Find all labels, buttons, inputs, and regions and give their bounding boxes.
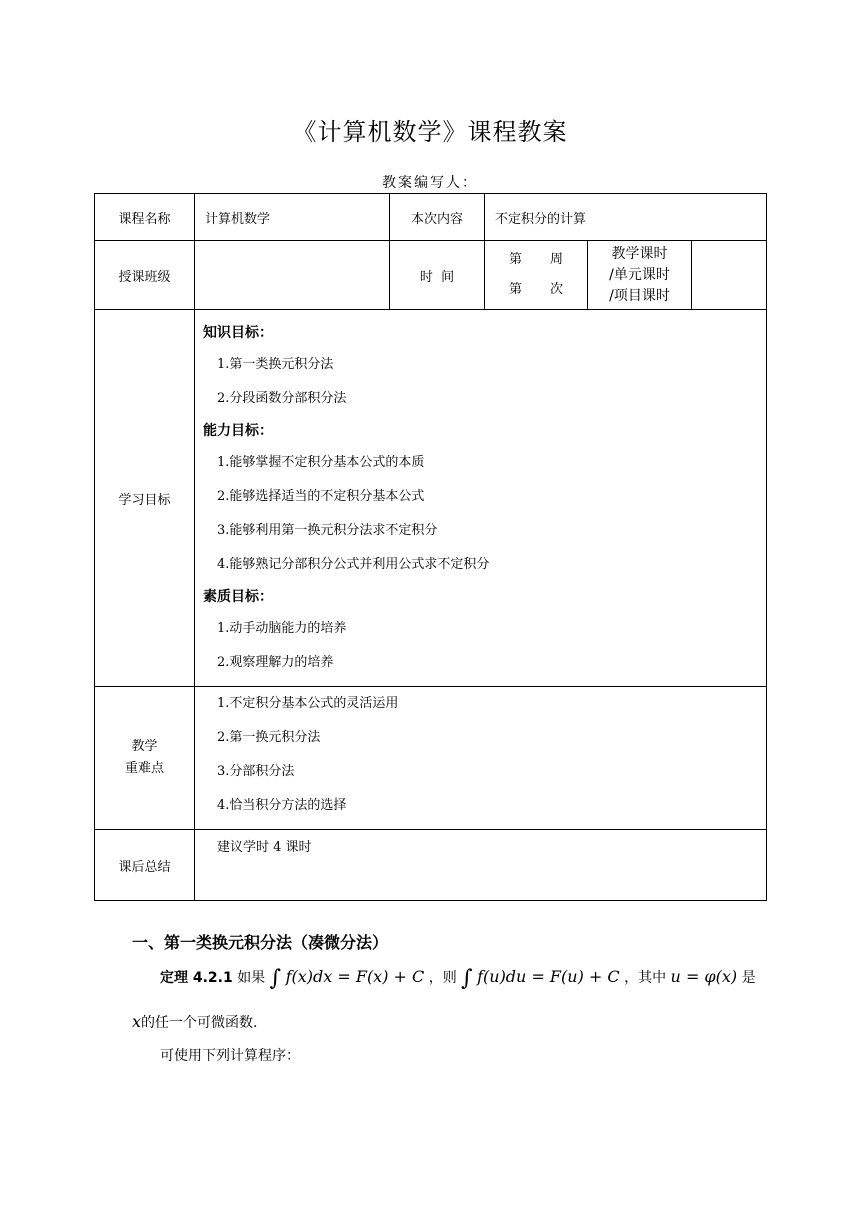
week-times-cell: [485, 241, 588, 310]
week-suffix: 周: [550, 252, 564, 267]
knowledge-goals-heading: 知识目标：: [203, 325, 273, 341]
theorem-label: 定理 4.2.1: [160, 970, 233, 986]
goal-item: 1.能够掌握不定积分基本公式的本质: [217, 455, 425, 470]
summary-value: 建议学时 4 课时: [195, 830, 767, 901]
hours-label-line: /项目课时: [609, 287, 670, 304]
week-prefix: 第: [508, 252, 522, 267]
key-point-item: 4.恰当积分方法的选择: [217, 798, 347, 813]
theorem-line: [160, 966, 756, 991]
ability-goals-heading: 能力目标：: [203, 423, 273, 439]
class-label: 授课班级: [95, 241, 195, 310]
goal-item: 3.能够利用第一换元积分法求不定积分: [217, 523, 438, 538]
hours-label-line: 教学课时: [611, 245, 668, 262]
key-point-item: 2.第一换元积分法: [217, 730, 321, 745]
theorem-text: ，其中: [624, 970, 667, 986]
goal-item: 2.观察理解力的培养: [217, 655, 334, 670]
key-points-label-line: 教学: [131, 739, 158, 754]
time-label: 时 间: [390, 241, 485, 310]
variable-x: x: [132, 1012, 142, 1031]
author-label: 教案编写人：: [382, 175, 478, 191]
goal-item: 1.第一类换元积分法: [217, 357, 334, 372]
content-value: 不定积分的计算: [485, 194, 767, 241]
integral-sign-icon: ∫: [269, 966, 282, 991]
goal-item: 2.能够选择适当的不定积分基本公式: [217, 489, 425, 504]
integral-sign-icon: ∫: [461, 966, 473, 991]
class-value: [195, 241, 390, 310]
learning-goals-label: 学习目标: [95, 310, 195, 687]
times-prefix: 第: [508, 282, 522, 297]
key-point-item: 1.不定积分基本公式的灵活运用: [217, 696, 399, 711]
hours-label: [588, 241, 692, 310]
theorem-text: 是: [741, 970, 756, 986]
key-points-label: [95, 687, 195, 830]
theorem-text: ，则: [428, 970, 457, 986]
goal-item: 1.动手动脑能力的培养: [217, 621, 347, 636]
formula-3: u = φ(x): [670, 967, 738, 986]
formula-1: f(x)dx = F(x) + C: [285, 967, 425, 986]
course-name-label: 课程名称: [95, 194, 195, 241]
theorem-text: 的任一个可微函数.: [141, 1015, 258, 1031]
key-points-label-line: 重难点: [124, 761, 164, 776]
key-point-item: 3.分部积分法: [217, 764, 295, 779]
formula-2: f(u)du = F(u) + C: [477, 967, 620, 986]
quality-goals-heading: 素质目标：: [203, 589, 273, 605]
hours-label-line: /单元课时: [609, 266, 670, 283]
lesson-plan-table: [94, 193, 767, 901]
document-title: 《计算机数学》课程教案: [292, 118, 568, 146]
times-suffix: 次: [550, 282, 564, 297]
key-points-content: [195, 687, 767, 830]
content-label: 本次内容: [390, 194, 485, 241]
learning-goals-content: [195, 310, 767, 687]
procedure-text: 可使用下列计算程序：: [160, 1048, 300, 1064]
theorem-continuation: [132, 1012, 257, 1032]
theorem-text: 如果: [237, 970, 266, 986]
summary-label: 课后总结: [95, 830, 195, 901]
goal-item: 4.能够熟记分部积分公式并利用公式求不定积分: [217, 557, 490, 572]
hours-value: [692, 241, 767, 310]
goal-item: 2.分段函数分部积分法: [217, 391, 347, 406]
course-name-value: 计算机数学: [195, 194, 390, 241]
section-heading: 一、第一类换元积分法（凑微分法）: [132, 933, 389, 952]
